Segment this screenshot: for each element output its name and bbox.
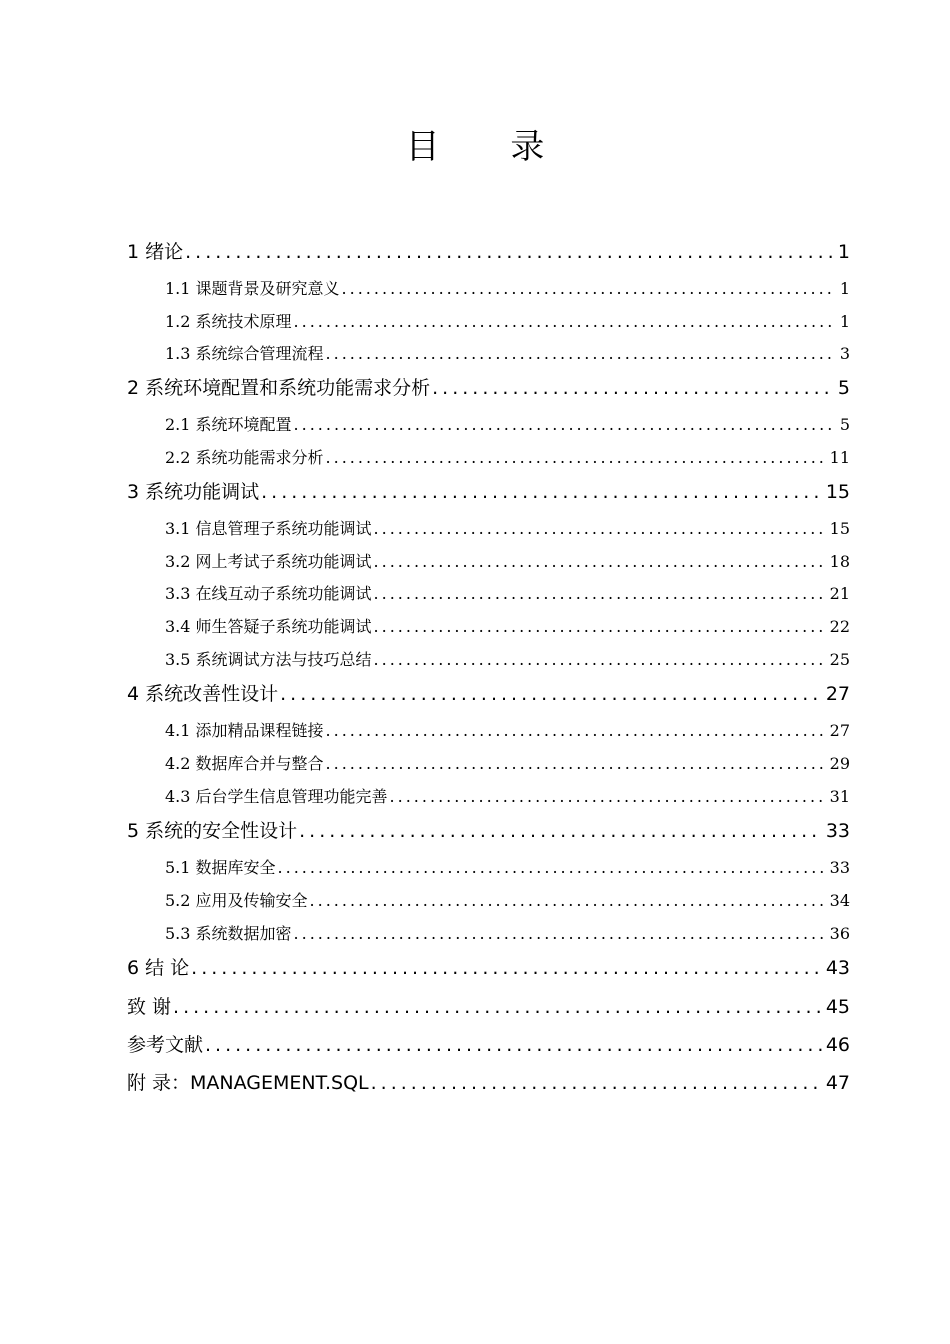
toc-entry-page: 1: [837, 241, 850, 263]
toc-entry-text: 1.2 系统技术原理: [165, 312, 292, 331]
toc-entry[interactable]: [127, 678, 850, 710]
toc-entry[interactable]: [165, 274, 850, 304]
toc-entry[interactable]: [165, 612, 850, 642]
toc-leader-dots: [374, 547, 826, 577]
toc-entry[interactable]: [165, 307, 850, 337]
toc-entry[interactable]: [165, 919, 850, 949]
toc-entry-text: 4.1 添加精品课程链接: [165, 721, 324, 740]
toc-entry-text: 附 录：MANAGEMENT.SQL: [127, 1072, 369, 1094]
toc-entry-text: 5.2 应用及传输安全: [165, 891, 308, 910]
toc-entry[interactable]: [165, 579, 850, 609]
toc-entry-page: 18: [829, 552, 850, 571]
toc-leader-dots: [173, 991, 822, 1023]
toc-entry-page: 22: [829, 617, 850, 636]
toc-entry-page: 21: [829, 584, 850, 603]
toc-entry-text: 4 系统改善性设计: [127, 683, 279, 705]
toc-leader-dots: [374, 645, 826, 675]
toc-entry-text: 2 系统环境配置和系统功能需求分析: [127, 377, 431, 399]
toc-entry-text: 5.3 系统数据加密: [165, 924, 292, 943]
toc-entry[interactable]: [165, 782, 850, 812]
toc-entry[interactable]: [127, 991, 850, 1023]
toc-entry-text: 1.3 系统综合管理流程: [165, 344, 324, 363]
toc-entry-page: 43: [825, 957, 850, 979]
toc-entry[interactable]: [127, 1029, 850, 1061]
toc-entry-page: 15: [829, 519, 850, 538]
toc-entry[interactable]: [127, 815, 850, 847]
toc-leader-dots: [326, 443, 826, 473]
toc-leader-dots: [294, 919, 826, 949]
toc-leader-dots: [294, 307, 836, 337]
toc-title: 目 录: [405, 127, 575, 167]
toc-entry[interactable]: [165, 443, 850, 473]
toc-entry[interactable]: [127, 1067, 850, 1099]
toc-entry[interactable]: [127, 236, 850, 268]
toc-entry-text: 2.2 系统功能需求分析: [165, 448, 324, 467]
toc-entry-text: 3.3 在线互动子系统功能调试: [165, 584, 372, 603]
toc-entry-page: 29: [829, 754, 850, 773]
toc-entry-page: 31: [829, 787, 850, 806]
toc-leader-dots: [326, 749, 826, 779]
toc-entry-page: 5: [837, 377, 850, 399]
toc-entry-page: 11: [829, 448, 850, 467]
toc-entry[interactable]: [165, 514, 850, 544]
toc-entry-text: 4.2 数据库合并与整合: [165, 754, 324, 773]
toc-entry-page: 33: [829, 858, 850, 877]
toc-leader-dots: [390, 782, 826, 812]
toc-entry-text: 4.3 后台学生信息管理功能完善: [165, 787, 388, 806]
toc-leader-dots: [299, 815, 822, 847]
toc-leader-dots: [185, 236, 834, 268]
toc-entry-page: 33: [825, 820, 850, 842]
toc-entry-text: 5.1 数据库安全: [165, 858, 276, 877]
toc-leader-dots: [278, 853, 826, 883]
toc-leader-dots: [432, 372, 834, 404]
toc-entry-page: 27: [825, 683, 850, 705]
toc-entry[interactable]: [165, 410, 850, 440]
toc-entry[interactable]: [165, 716, 850, 746]
toc-entry-page: 3: [839, 344, 850, 363]
toc-entry-text: 参考文献: [127, 1034, 204, 1056]
toc-entry-text: 3.4 师生答疑子系统功能调试: [165, 617, 372, 636]
toc-entry-page: 5: [839, 415, 850, 434]
toc-entry-page: 27: [829, 721, 850, 740]
toc-entry-page: 1: [839, 279, 850, 298]
toc-entry[interactable]: [127, 476, 850, 508]
toc-entry[interactable]: [165, 645, 850, 675]
toc-entry-page: 45: [825, 996, 850, 1018]
toc-entry[interactable]: [165, 547, 850, 577]
toc-entry[interactable]: [165, 339, 850, 369]
toc-leader-dots: [280, 678, 822, 710]
toc-entry-page: 46: [825, 1034, 850, 1056]
toc-leader-dots: [191, 952, 822, 984]
toc-entry[interactable]: [165, 749, 850, 779]
toc-entry[interactable]: [127, 952, 850, 984]
toc-leader-dots: [326, 339, 836, 369]
toc-entry-text: 3 系统功能调试: [127, 481, 260, 503]
toc-entry-text: 1.1 课题背景及研究意义: [165, 279, 340, 298]
toc-entry-page: 15: [825, 481, 850, 503]
toc-leader-dots: [371, 1067, 822, 1099]
toc-entry-page: 25: [829, 650, 850, 669]
toc-entry-page: 36: [829, 924, 850, 943]
toc-entry-text: 致 谢: [127, 996, 172, 1018]
toc-entry[interactable]: [127, 372, 850, 404]
toc-entry-text: 3.1 信息管理子系统功能调试: [165, 519, 372, 538]
toc-leader-dots: [326, 716, 826, 746]
toc-leader-dots: [374, 514, 826, 544]
toc-entry[interactable]: [165, 886, 850, 916]
toc-leader-dots: [310, 886, 826, 916]
toc-entry-text: 1 绪论: [127, 241, 184, 263]
toc-entry-page: 47: [825, 1072, 850, 1094]
toc-entry-text: 5 系统的安全性设计: [127, 820, 298, 842]
toc-entry-text: 2.1 系统环境配置: [165, 415, 292, 434]
toc-leader-dots: [205, 1029, 822, 1061]
toc-entry-text: 3.5 系统调试方法与技巧总结: [165, 650, 372, 669]
toc-leader-dots: [342, 274, 836, 304]
toc-entry[interactable]: [165, 853, 850, 883]
toc-leader-dots: [294, 410, 836, 440]
toc-leader-dots: [374, 612, 826, 642]
toc-leader-dots: [261, 476, 822, 508]
toc-entry-text: 6 结 论: [127, 957, 190, 979]
toc-leader-dots: [374, 579, 826, 609]
toc-entry-text: 3.2 网上考试子系统功能调试: [165, 552, 372, 571]
toc-entry-page: 34: [829, 891, 850, 910]
toc-entry-page: 1: [839, 312, 850, 331]
